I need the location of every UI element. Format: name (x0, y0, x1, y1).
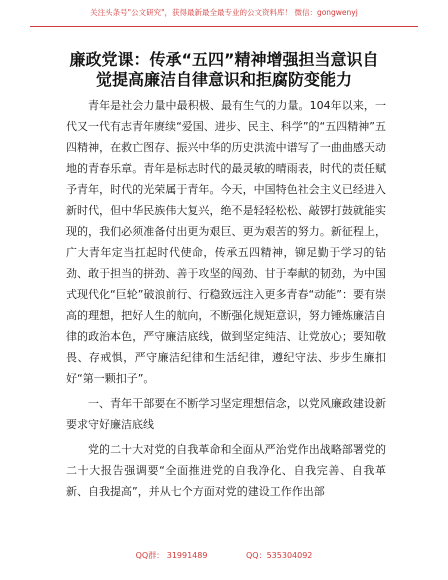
footer-qq-group: QQ群： 31991489 (135, 551, 208, 560)
title-line-1: 廉政党课：传承“五四”精神增强担当意识自 (69, 50, 379, 69)
document-body (66, 95, 386, 506)
footer-contact (0, 551, 448, 561)
document-title (52, 50, 396, 90)
footer-qq: QQ：535304092 (246, 551, 313, 560)
title-line-2: 觉提高廉洁自律意识和拒腐防变能力 (95, 70, 352, 89)
paragraph-1: 青年是社会力量中最积极、最有生气的力量。104年以来，一代又一代有志青年赓续“爱国、进步、民主、科学”的“五四精神”五四精神，在救亡图存、振兴中华的历史洪流中谱写了一曲曲感天动地的青春乐章。青年是标志时代的最灵敏的晴雨表，时代的责任赋予青年，时代的光荣属于青年。今天，中国特色社会主义已经进入新时代，但中华民族伟大复兴，绝不是轻轻松松、敲锣打鼓就能实现的，我们必须准备付出更为艰巨、更为艰苦的努力。新征程上，广大青年定当扛起时代使命，传承五四精神，铆足勤于学习的钻劲、敢于担当的拼劲、善于攻坚的闯劲、甘于奉献的韧劲，为中国式现代化“巨轮”破浪前行、行稳致远注入更多青春“动能”：要有崇高的理想，把好人生的航向，不断强化规矩意识，努力锤炼廉洁自律的政治本色，严守廉洁底线，做到坚定纯洁、让党放心；要知敬畏、存戒惧，严守廉洁纪律和生活纪律，遵纪守法、步步生廉扣好“第一颗扣子”。 (66, 99, 386, 385)
header-notice: 关注头条号"公文研究"，获得最新最全最专业的公文资料库！ 微信：gongwenyj (90, 8, 358, 17)
paragraph-3: 党的二十大对党的自我革命和全面从严治党作出战略部署党的二十大报告强调要“全面推进党的自我净化、自我完善、自我革新、自我提高”，并从七个方面对党的建设工作作出部 (66, 443, 386, 498)
paragraph-2: 一、青年干部要在不断学习坚定理想信念，以党风廉政建设新要求守好廉洁底线 (66, 397, 386, 431)
header-divider (30, 26, 418, 27)
